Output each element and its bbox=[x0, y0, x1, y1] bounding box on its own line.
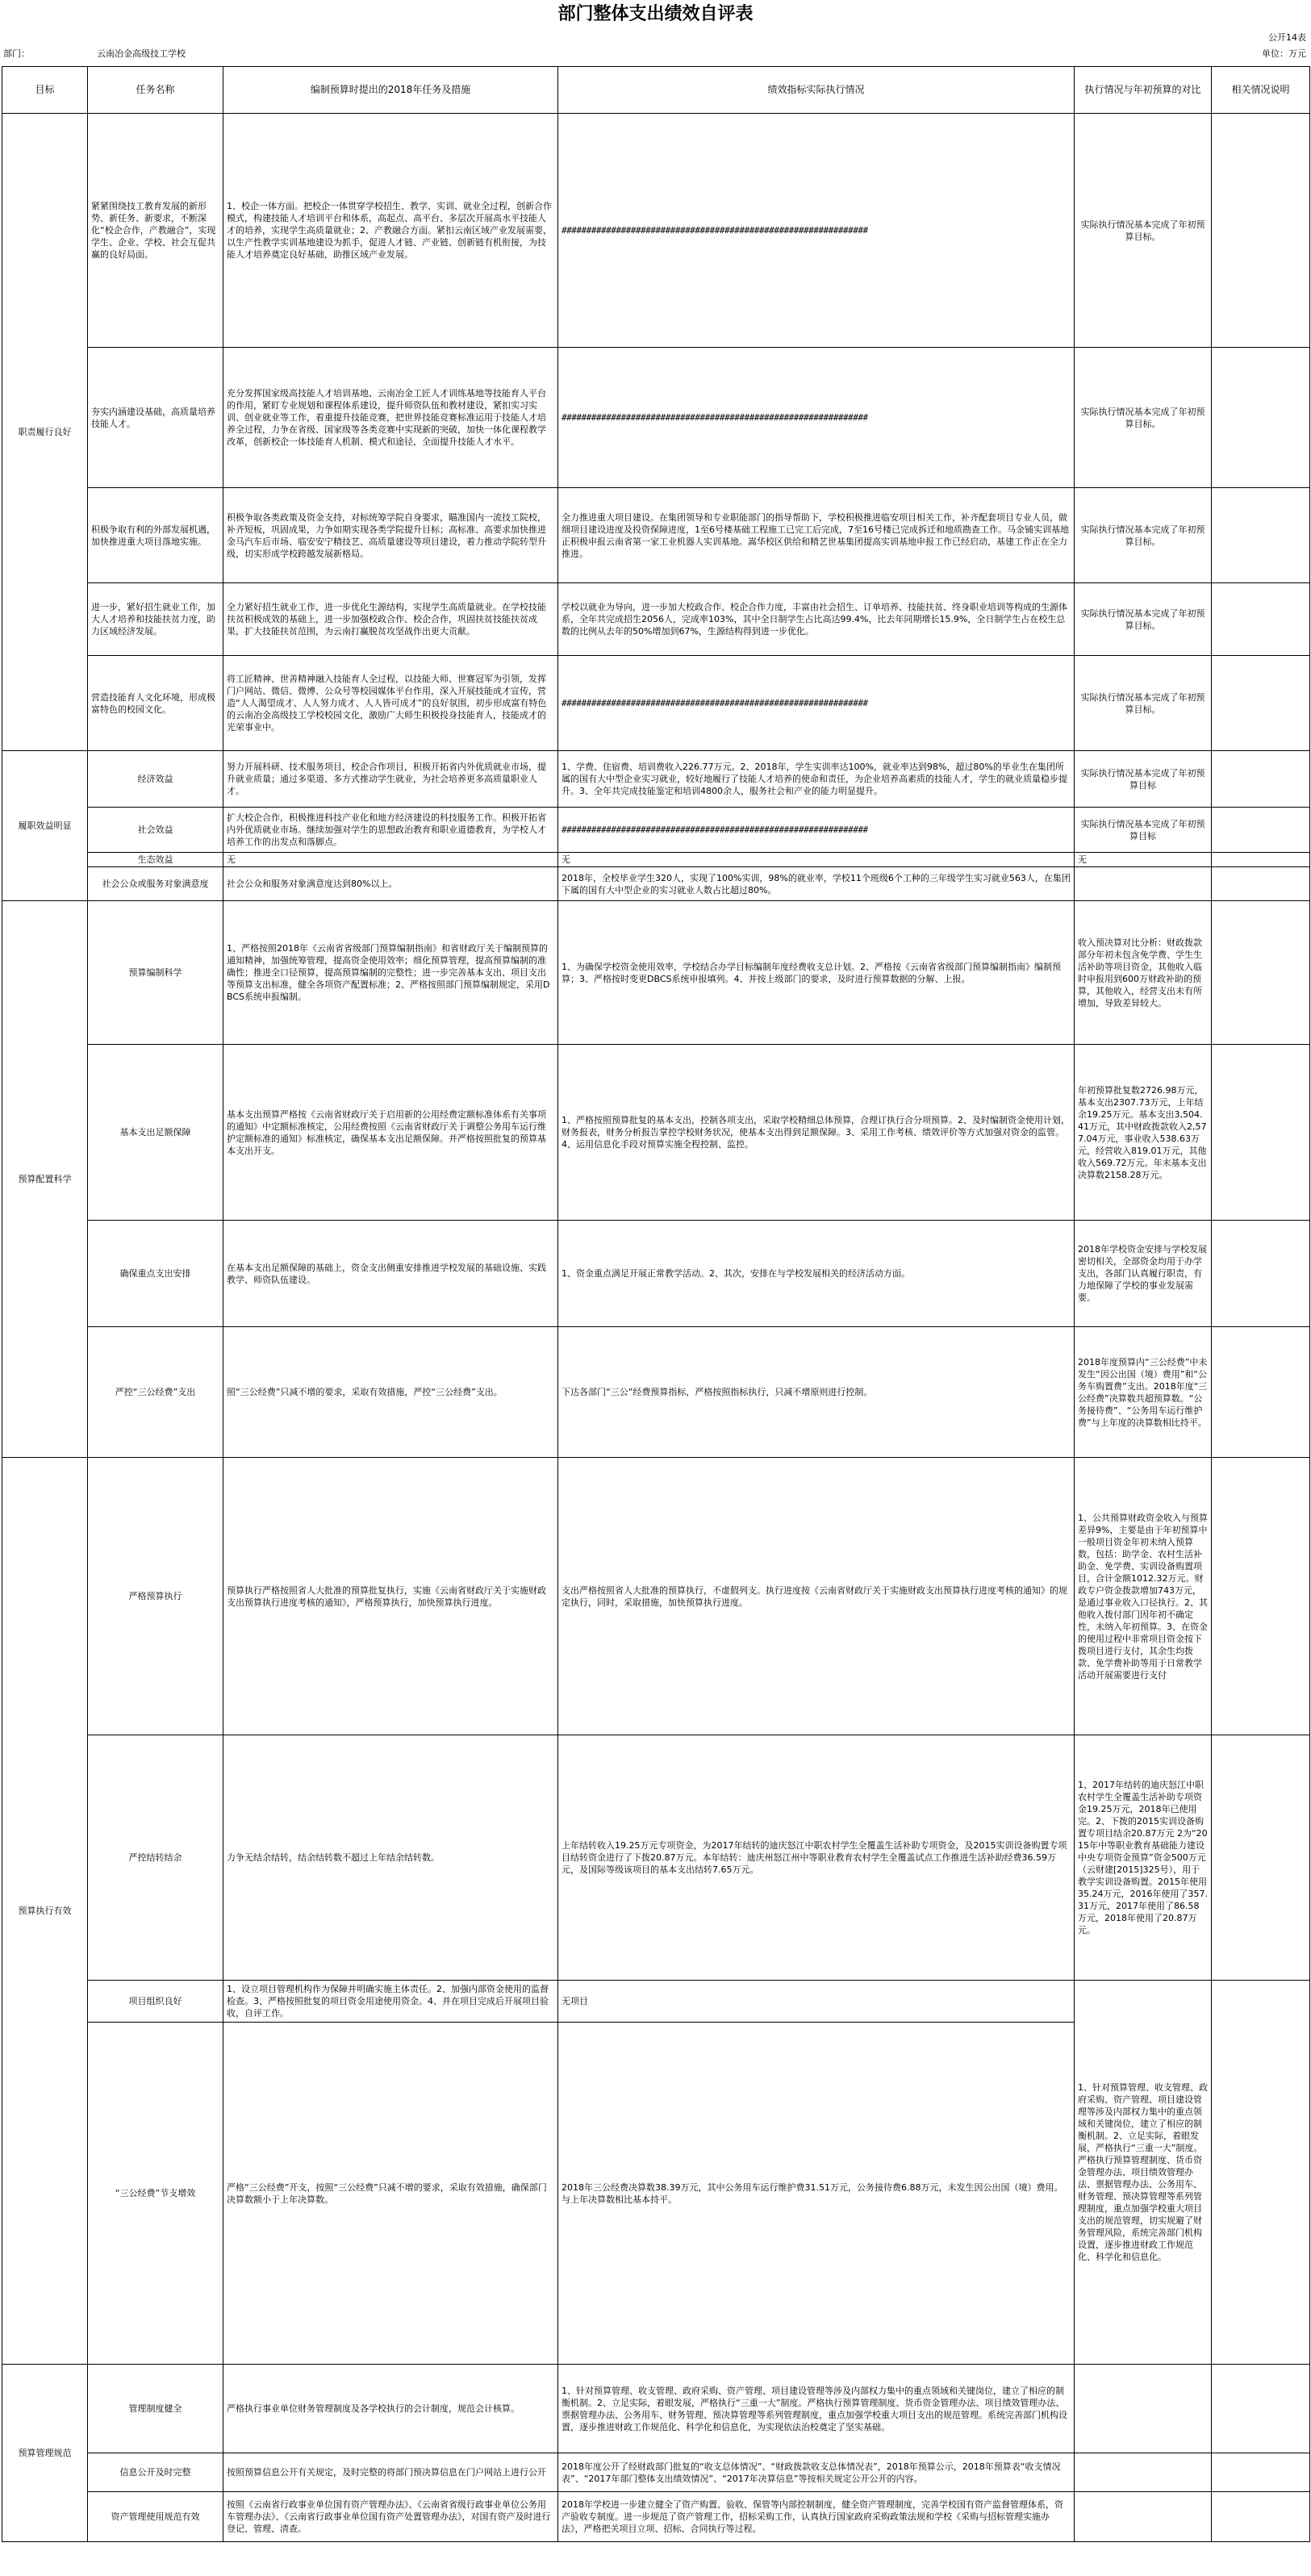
task-cell: 预算编制科学 bbox=[88, 901, 223, 1045]
group-label: 预算执行有效 bbox=[2, 1458, 88, 2365]
actual-cell: ############################################################## bbox=[558, 808, 1075, 853]
remark-cell bbox=[1212, 2492, 1310, 2542]
plan-cell: 无 bbox=[223, 853, 558, 867]
table-row bbox=[2, 1735, 1310, 1981]
plan-cell: 全力紧好招生就业工作，进一步优化生源结构，实现学生高质量就业。在学校技能扶贫积极成效的基础上，进一步加强校政合作、校企合作，巩固扶贫技能扶贫成果，扩大技能扶贫范围，为云南打赢脱贫攻坚战作出更大贡献。 bbox=[223, 583, 558, 656]
remark-cell bbox=[1212, 656, 1310, 751]
compare-cell: 1、2017年结转的迪庆怒江中职农村学生全覆盖生活补助专项资金19.25万元，2018年已使用完。2、下拨的2015实训设备购置专项目结余20.87万元 2为“2015年中等职业教育基础能力建设中央专项资金预算”资金500万元（云财建[2015]325号），用于教学实训设备购置。2015年使用35.24万元，2016年使用了357.31万元，2017年使用了86.58万元，2018年使用了20.87万元。 bbox=[1075, 1735, 1212, 1981]
page-title: 部门整体支出绩效自评表 bbox=[557, 4, 754, 24]
compare-cell: 无 bbox=[1075, 853, 1212, 867]
plan-cell: 按照预算信息公开有关规定，及时完整的将部门预决算信息在门户网站上进行公开 bbox=[223, 2453, 558, 2492]
table-row bbox=[2, 2492, 1310, 2542]
table-row bbox=[2, 1327, 1310, 1458]
task-cell: 严控结转结余 bbox=[88, 1735, 223, 1981]
table-row bbox=[2, 583, 1310, 656]
task-cell: 严控“三公经费”支出 bbox=[88, 1327, 223, 1458]
dept-name: 云南冶金高级技工学校 bbox=[97, 48, 186, 59]
compare-cell: 实际执行情况基本完成了年初预算目标。 bbox=[1075, 656, 1212, 751]
dept-label: 部门： bbox=[3, 48, 30, 59]
table-row bbox=[2, 656, 1310, 751]
evaluation-table bbox=[2, 66, 1310, 2542]
remark-cell bbox=[1212, 114, 1310, 348]
remark-cell bbox=[1212, 2365, 1310, 2453]
plan-cell: 1、校企一体方面。把校企一体贯穿学校招生、教学、实训、就业全过程，创新合作模式，构建技能人才培训平台和体系，高起点、高平台、多层次开展高水平技能人才的培养，实现学生高质量就业；2、产教融合方面。紧扣云南区域产业发展需要，以生产性教学实训基地建设为抓手，促进人才链、产业链、创新链有机衔接，为技能人才培养奠定良好基础，助推区域产业发展。 bbox=[223, 114, 558, 348]
plan-cell: 严格“三公经费”开支，按照“三公经费”只减不增的要求，采取有效措施，确保部门决算数额小于上年决算数。 bbox=[223, 2023, 558, 2365]
table-row bbox=[2, 853, 1310, 867]
plan-cell: 在基本支出足额保障的基础上，资金支出侧重安排推进学校发展的基础设施、实践教学、师资队伍建设。 bbox=[223, 1221, 558, 1327]
plan-cell: 充分发挥国家级高技能人才培训基地、云南冶金工匠人才训练基地等技能育人平台的作用，紧盯专业规划和课程体系建设，提升师资队伍和教材建设，紧扣实习实训、创业就业等工作，着重提升技能竞赛，把世界技能竞赛标准运用于技能人才培养全过程，力争在省级、国家级等各类竞赛中实现新的突破，加快一体化课程教学改革，创新校企一体技能育人机制、模式和途径，全面提升技能人才水平。 bbox=[223, 348, 558, 488]
remark-cell bbox=[1212, 1221, 1310, 1327]
task-cell: 生态效益 bbox=[88, 853, 223, 867]
unit-label: 单位：万元 bbox=[1262, 48, 1306, 59]
table-row bbox=[2, 901, 1310, 1045]
task-cell: 进一步，紧好招生就业工作，加大人才培养和技能扶贫力度，助力区域经济发展。 bbox=[88, 583, 223, 656]
table-header-row bbox=[2, 67, 1310, 114]
compare-cell: 2018年学校资金安排与学校发展密切相关，全部资金均用于办学支出，各部门认真履行职责，有力地保障了学校的事业发展需要。 bbox=[1075, 1221, 1212, 1327]
group-label: 预算配置科学 bbox=[2, 901, 88, 1458]
actual-cell: 2018年，全校毕业学生320人，实现了100%实训，98%的就业率，学校11个班级6个工种的三年级学生实习就业563人，在集团下属的国有大中型企业的实习就业人数占比超过80%。 bbox=[558, 867, 1075, 901]
header-plan: 编制预算时提出的2018年任务及措施 bbox=[223, 67, 558, 114]
task-cell: 积极争取有利的外部发展机遇，加快推进重大项目落地实施。 bbox=[88, 488, 223, 583]
actual-cell: ############################################################## bbox=[558, 656, 1075, 751]
compare-cell bbox=[1075, 867, 1212, 901]
task-cell: 紧紧围绕技工教育发展的新形势、新任务、新要求，不断深化“校企合作，产教融合”，实现学生、企业、学校、社会互促共赢的良好局面。 bbox=[88, 114, 223, 348]
compare-cell: 实际执行情况基本完成了年初预算目标。 bbox=[1075, 488, 1212, 583]
remark-cell bbox=[1212, 583, 1310, 656]
table-row bbox=[2, 808, 1310, 853]
task-cell: 严格预算执行 bbox=[88, 1458, 223, 1735]
plan-cell: 按照《云南省行政事业单位国有资产管理办法》、《云南省省级行政事业单位公务用车管理办法》、《云南省行政事业单位国有资产处置管理办法》，对国有资产及时进行登记、管理、清查。 bbox=[223, 2492, 558, 2542]
task-cell: 夯实内涵建设基础，高质量培养技能人才。 bbox=[88, 348, 223, 488]
compare-cell bbox=[1075, 2453, 1212, 2492]
actual-cell: 学校以就业为导向，进一步加大校政合作、校企合作力度，丰富由社会招生、订单培养、技能扶贫、终身职业培训等构成的生源体系，全年共完成招生2056人，完成率103%，其中全日制学生占比高达99.4%，比去年同期增长15.9%，全日制学生占在校生总数的比例从去年的50%增加到67%，生源结构得到进一步优化。 bbox=[558, 583, 1075, 656]
actual-cell: 1、资金重点满足开展正常教学活动。2、其次，安排在与学校发展相关的经济活动方面。 bbox=[558, 1221, 1075, 1327]
remark-cell bbox=[1212, 2453, 1310, 2492]
remark-cell bbox=[1212, 867, 1310, 901]
actual-cell: 无项目 bbox=[558, 1981, 1075, 2023]
task-cell: 经济效益 bbox=[88, 751, 223, 808]
compare-cell: 2018年度预算内“三公经费”中未发生“因公出国（境）费用”和“公务车购置费”支出。2018年度“三公经费”决算数共超预算数。“公务接待费”、“公务用车运行维护费”与上年度的决算数相比持平。 bbox=[1075, 1327, 1212, 1458]
plan-cell: 努力开展科研、技术服务项目，校企合作项目，积极开拓省内外优质就业市场，提升就业质量；通过多渠道、多方式推动学生就业，为社会培养更多高质量职业人才。 bbox=[223, 751, 558, 808]
remark-cell bbox=[1212, 853, 1310, 867]
compare-cell: 收入预决算对比分析：财政拨款部分年初未包含免学费、学生生活补助等项目资金，其他收入临时申报用到600万财政补助的预算，其他收入，经营支出未有所增加，导致差异较大。 bbox=[1075, 901, 1212, 1045]
plan-cell: 扩大校企合作，积极推进科技产业化和地方经济建设的科技服务工作。积极开拓省内外优质就业市场。继续加强对学生的思想政治教育和职业道德教育，为学校人才培养工作的出发点和落脚点。 bbox=[223, 808, 558, 853]
actual-cell: 2018年度公开了经财政部门批复的“收支总体情况”、“财政拨款收支总体情况表”，2018年预算公示，2018年预算表“收支情况表”、“2017年部门整体支出绩效情况”、“2017年决算信息”等按相关规定公开公开的内容。 bbox=[558, 2453, 1075, 2492]
plan-cell: 照“三公经费”只减不增的要求，采取有效措施，严控“三公经费”支出。 bbox=[223, 1327, 558, 1458]
compare-cell: 年初预算批复数2726.98万元，基本支出2307.73万元，上年结余19.25万元。基本支出3,504.41万元，其中财政拨款收入2,577.04万元，事业收入538.63万元，经营收入819.01万元，其他收入569.72万元。年末基本支出决算数2158.28万元。 bbox=[1075, 1045, 1212, 1221]
actual-cell: 1、为确保学校资金使用效率，学校结合办学目标编制年度经费收支总计划。2、严格按《云南省省级部门预算编制指南》编制预算；3、严格按时变更DBCS系统申报填列。4、并按上级部门的要求，及时进行预算数据的分解、上报。 bbox=[558, 901, 1075, 1045]
group-label: 履职效益明显 bbox=[2, 751, 88, 901]
compare-cell: 1、公共预算财政资金收入与预算差异9%，主要是由于年初预算中一般项目资金年初未纳入预算数，包括：助学金、农村生活补助金、免学费、实训设备购置项目，合计金额1012.32万元。财政专户资金拨款增加743万元，是通过事业收入口径执行。2、其他收入拨付部门因年初不确定性，未纳入年初预算。3、在资金的使用过程中非常项目资金按下拨项目进行支付，其余生均拨款、免学费补助等用于日常教学活动开展需要进行支付 bbox=[1075, 1458, 1212, 1735]
task-cell: 营造技能育人文化环境，形成极富特色的校园文化。 bbox=[88, 656, 223, 751]
group-label: 职责履行良好 bbox=[2, 114, 88, 751]
plan-cell: 基本支出预算严格按《云南省财政厅关于启用新的公用经费定额标准体系有关事项的通知》中定额标准核定，公用经费按照《云南省财政厅关于调整公务用车运行维护定额标准的通知》标准核定，确保基本支出足额保障。并严格按照批复的预算基本支出开支。 bbox=[223, 1045, 558, 1221]
remark-cell bbox=[1212, 751, 1310, 808]
compare-cell bbox=[1075, 2365, 1212, 2453]
compare-cell bbox=[1075, 2492, 1212, 2542]
actual-cell: 下达各部门“三公”经费预算指标，严格按照指标执行，只减不增原则进行控制。 bbox=[558, 1327, 1075, 1458]
plan-cell: 严格执行事业单位财务管理制度及各学校执行的会计制度，规范会计核算。 bbox=[223, 2365, 558, 2453]
actual-cell: 1、学费、住宿费、培训费收入226.77万元。2、2018年，学生实训率达100%，就业率达到98%，超过80%的毕业生在集团所属的国有大中型企业实习就业，较好地履行了技能人才培养的使命和责任，为企业培养高素质的技能人才，学生的就业质量稳步提升。3、全年共完成技能鉴定和培训4800余人，服务社会和产业的能力明显提升。 bbox=[558, 751, 1075, 808]
table-row bbox=[2, 2453, 1310, 2492]
table-row bbox=[2, 1045, 1310, 1221]
task-cell: “三公经费”节支增效 bbox=[88, 2023, 223, 2365]
plan-cell: 力争无结余结转，结余结转数不超过上年结余结转数。 bbox=[223, 1735, 558, 1981]
header-goal: 目标 bbox=[2, 67, 88, 114]
actual-cell: 1、严格按照预算批复的基本支出，控制各项支出，采取学校精细总体预算，合理订执行合分项预算。2、及时编制资金使用计划，财务报表，财务分析报告掌控学校财务状况，使基本支出得到足额保障。3、采用工作考核、绩效评价等方式加强对资金的监管。4、运用信息化手段对预算实施全程控制、监控。 bbox=[558, 1045, 1075, 1221]
group-label: 预算管理规范 bbox=[2, 2365, 88, 2542]
plan-cell: 积极争取各类政策及资金支持，对标统筹学院自身要求，瞄准国内一流技工院校，补齐短板，巩固成果，力争如期实现各类学院提升目标；高标准、高要求加快推进金马汽车后市场、临安安宁精技艺、高质量建设等项目建设，着力推动学院转型升级，切实形成学校跨越发展新格局。 bbox=[223, 488, 558, 583]
remark-cell bbox=[1212, 1045, 1310, 1221]
compare-cell: 实际执行情况基本完成了年初预算目标 bbox=[1075, 751, 1212, 808]
table-row bbox=[2, 751, 1310, 808]
header-remark: 相关情况说明 bbox=[1212, 67, 1310, 114]
remark-cell bbox=[1212, 808, 1310, 853]
remark-cell bbox=[1212, 901, 1310, 1045]
compare-cell: 实际执行情况基本完成了年初预算目标。 bbox=[1075, 348, 1212, 488]
task-cell: 基本支出足额保障 bbox=[88, 1045, 223, 1221]
actual-cell: 无 bbox=[558, 853, 1075, 867]
plan-cell: 将工匠精神、世善精神融入技能育人全过程，以技能大师、世赛冠军为引领，发挥门户网站、微信、微博、公众号等校园媒体平台作用，深入开展技能成才宣传，营造“人人渴望成才、人人努力成才、人人皆可成才”的良好氛围，初步形成富有特色的云南冶金高级技工学校校园文化，激励广大师生积极投身技能育人，技能成才的光荣事业中。 bbox=[223, 656, 558, 751]
task-cell: 确保重点支出安排 bbox=[88, 1221, 223, 1327]
actual-cell: 2018年三公经费决算数38.39万元，其中公务用车运行维护费31.51万元，公务接待费6.88万元，未发生因公出国（境）费用。与上年决算数相比基本持平。 bbox=[558, 2023, 1075, 2365]
actual-cell: 上年结转收入19.25万元专项资金，为2017年结转的迪庆怒江中职农村学生全覆盖生活补助专项资金，及2015实训设备购置专项目结转资金进行了下拨20.87万元。本年结转：迪庆州怒江州中等职业教育农村学生全覆盖试点工作推进生活补助经费36.59万元，及国际等级该项目的基本支出结转7.65万元。 bbox=[558, 1735, 1075, 1981]
plan-cell: 1、严格按照2018年《云南省省级部门预算编制指南》和省财政厅关于编制预算的通知精神，加强统筹管理，提高资金使用效率；细化预算管理，提高预算编制的准确性；推进全口径预算，提高预算编制的完整性；进一步完善基本支出、项目支出等预算支出标准，健全各项资产配置标准；2、严格按照部门预算编制规定，采用DBCS系统申报编制。 bbox=[223, 901, 558, 1045]
task-cell: 社会效益 bbox=[88, 808, 223, 853]
actual-cell: 2018年学校进一步建立健全了资产购置、验收、保管等内部控制制度，健全资产管理制度，完善学校国有资产监督管理体系，资产验收专制度。进一步规范了资产管理工作，招标采购工作，认真执行国家政府采购政策法规和学校《采购与招标管理实施办法》，严格把关项目立项、招标、合同执行等过程。 bbox=[558, 2492, 1075, 2542]
remark-cell bbox=[1212, 488, 1310, 583]
compare-cell: 实际执行情况基本完成了年初预算目标。 bbox=[1075, 583, 1212, 656]
plan-cell: 预算执行严格按照省人大批准的预算批复执行，实施《云南省财政厅关于实施财政支出预算执行进度考核的通知》，严格预算执行，加快预算执行进度。 bbox=[223, 1458, 558, 1735]
header-task: 任务名称 bbox=[88, 67, 223, 114]
plan-cell: 1、设立项目管理机构作为保障并明确实施主体责任。2、加强内部资金使用的监督检查。3、严格按照批复的项目资金用途使用资金。4、并在项目完成后开展项目验收，自评工作。 bbox=[223, 1981, 558, 2023]
form-code: 公开14表 bbox=[1268, 32, 1306, 43]
table-row bbox=[2, 2365, 1310, 2453]
task-cell: 管理制度健全 bbox=[88, 2365, 223, 2453]
header-compare: 执行情况与年初预算的对比 bbox=[1075, 67, 1212, 114]
compare-cell: 1、针对预算管理、收支管理、政府采购、资产管理、项目建设管理等涉及内部权力集中的重点领域和关键岗位，建立了相应的制衡机制。2、立足实际，着眼发展，严格执行“三重一大”制度。严格执行预算管理制度、货币资金管理办法、项目绩效管理办法、票据管理办法、公务用车、财务管理、预决算管理等系列管理制度，重点加强学校重大项目支出的规范管理，切实规避了财务管理风险，系统完善部门机构设置，逐步推进财政工作规范化、科学化和信息化。 bbox=[1075, 1981, 1212, 2365]
plan-cell: 社会公众和服务对象满意度达到80%以上。 bbox=[223, 867, 558, 901]
table-row bbox=[2, 114, 1310, 348]
remark-cell bbox=[1212, 1327, 1310, 1458]
actual-cell: 1、针对预算管理、收支管理、政府采购、资产管理、项目建设管理等涉及内部权力集中的重点领域和关键岗位，建立了相应的制衡机制。2、立足实际，着眼发展，严格执行“三重一大”制度。严格执行预算管理制度、货币资金管理办法、项目绩效管理办法、票据管理办法、公务用车、财务管理、预决算管理等系列管理制度，重点加强学校重大项目支出的规范管理。系统完善部门机构设置，逐步推进财政工作规范化、科学化和信息化，为实现依法治校奠定了坚实基础。 bbox=[558, 2365, 1075, 2453]
actual-cell: ############################################################## bbox=[558, 114, 1075, 348]
actual-cell: 支出严格按照省人大批准的预算执行，不虚假列支。执行进度按《云南省财政厅关于实施财政支出预算执行进度考核的通知》的规定执行，同时，采取措施，加快预算执行进度。 bbox=[558, 1458, 1075, 1735]
remark-cell bbox=[1212, 1981, 1310, 2365]
remark-cell bbox=[1212, 348, 1310, 488]
table-row bbox=[2, 867, 1310, 901]
remark-cell bbox=[1212, 1458, 1310, 1735]
actual-cell: 全力推进重大项目建设。在集团领导和专业职能部门的指导帮助下，学校积极推进临安项目相关工作，补齐配套项目专业人员，做细项目建设进度及投资保障进度，1至6号楼基础工程施工已完工后完成，7至16号楼已完成拆迁和地质勘查工作。马金铺实训基地正积极申报云南省第一家工业机器人实训基地。嵩华校区供给和精艺世基集团提高实训基地申报工作已经启动，基建工作正在全力推进。 bbox=[558, 488, 1075, 583]
compare-cell: 实际执行情况基本完成了年初预算目标 bbox=[1075, 808, 1212, 853]
actual-cell: ############################################################## bbox=[558, 348, 1075, 488]
table-row bbox=[2, 1458, 1310, 1735]
header-actual: 绩效指标实际执行情况 bbox=[558, 67, 1075, 114]
task-cell: 资产管理使用规范有效 bbox=[88, 2492, 223, 2542]
table-row bbox=[2, 348, 1310, 488]
task-cell: 社会公众或服务对象满意度 bbox=[88, 867, 223, 901]
table-row bbox=[2, 488, 1310, 583]
task-cell: 信息公开及时完整 bbox=[88, 2453, 223, 2492]
remark-cell bbox=[1212, 1735, 1310, 1981]
compare-cell: 实际执行情况基本完成了年初预算目标。 bbox=[1075, 114, 1212, 348]
table-row bbox=[2, 1981, 1310, 2023]
task-cell: 项目组织良好 bbox=[88, 1981, 223, 2023]
table-row bbox=[2, 1221, 1310, 1327]
